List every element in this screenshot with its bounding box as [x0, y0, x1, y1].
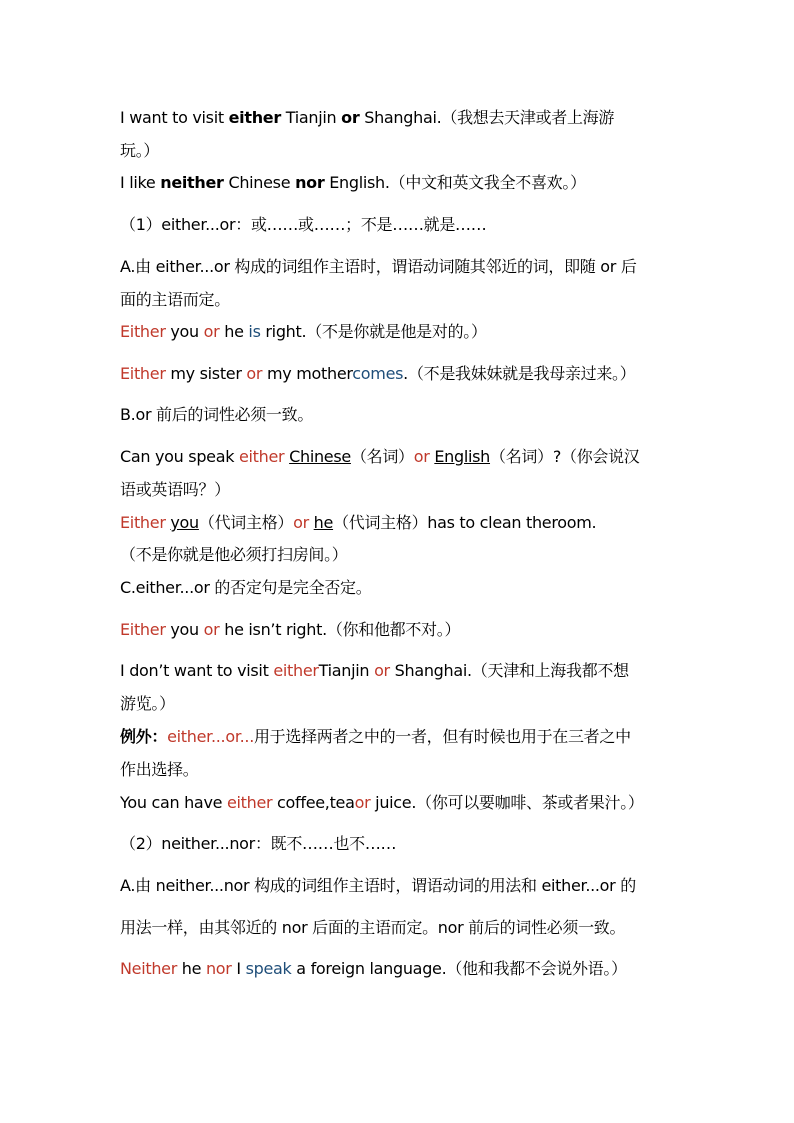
- keyword-either: Either: [120, 322, 166, 341]
- text: a foreign language.（他和我都不会说外语。）: [291, 959, 627, 978]
- keyword-or: or: [341, 108, 360, 127]
- text: you: [165, 620, 204, 639]
- example-speak-chinese-english-cont: [120, 480, 230, 500]
- keyword-either-or: either...or...: [167, 727, 254, 746]
- text: 玩。）: [120, 141, 160, 160]
- section-heading-either-or: [120, 215, 486, 235]
- example-neither-he-nor-i: [120, 959, 627, 979]
- text: A.由 neither...nor 构成的词组作主语时，谓语动词的用法和 either...or 的: [120, 876, 636, 895]
- example-either-sister-mother: [120, 364, 635, 384]
- text: you: [165, 322, 204, 341]
- rule-b-either-or: [120, 405, 313, 425]
- keyword-nor: nor: [205, 959, 232, 978]
- text: （1）either...or：或……或……；不是……就是……: [120, 215, 487, 234]
- verb-highlight: comes: [352, 364, 404, 383]
- example-dont-visit: [120, 661, 629, 681]
- text: （代词主格）has to clean theroom.: [333, 513, 597, 532]
- text: 作出选择。: [120, 760, 199, 779]
- rule-a-either-or-cont: [120, 290, 230, 310]
- keyword-or: or: [354, 793, 371, 812]
- keyword-either: Either: [120, 364, 166, 383]
- verb-highlight: is: [248, 322, 261, 341]
- text: I don’t want to visit: [120, 661, 274, 680]
- example-coffee-tea-juice: [120, 793, 644, 813]
- text: A.由 either...or 构成的词组作主语时，谓语动词随其邻近的词，即随 or 后: [120, 257, 637, 276]
- text: （代词主格）: [198, 513, 294, 532]
- example-dont-visit-cont: [120, 694, 175, 714]
- keyword-or: or: [246, 364, 263, 383]
- keyword-nor: nor: [295, 173, 325, 192]
- section-heading-neither-nor: [120, 834, 396, 854]
- example-neither-chinese: [120, 173, 586, 193]
- underlined-word: you: [170, 513, 199, 532]
- keyword-or: or: [293, 513, 309, 532]
- text: Tianjin: [318, 661, 375, 680]
- keyword-or: or: [203, 620, 220, 639]
- text: Shanghai.（天津和上海我都不想: [389, 661, 629, 680]
- text: Tianjin: [280, 108, 342, 127]
- example-either-you-he-clean-cont: [120, 545, 348, 565]
- text: I: [231, 959, 246, 978]
- exception-note-cont: [120, 760, 199, 780]
- keyword-either: Either: [120, 513, 166, 532]
- keyword-neither: Neither: [120, 959, 177, 978]
- underlined-word: he: [313, 513, 334, 532]
- example-either-you-he-clean: [120, 513, 596, 533]
- keyword-or: or: [413, 447, 430, 466]
- example-either-tianjin-cont: [120, 141, 159, 161]
- text: Can you speak: [120, 447, 239, 466]
- rule-a-neither-nor-cont: [120, 918, 625, 938]
- keyword-either: either: [273, 661, 319, 680]
- text: B.or 前后的词性必须一致。: [120, 405, 314, 424]
- text: （名词）: [350, 447, 414, 466]
- verb-highlight: speak: [245, 959, 292, 978]
- rule-a-either-or: [120, 257, 637, 277]
- underlined-word: English: [434, 447, 491, 466]
- text: I like: [120, 173, 161, 192]
- text: 面的主语而定。: [120, 290, 230, 309]
- exception-label: 例外：: [120, 727, 168, 746]
- text: Shanghai.（我想去天津或者上海游: [359, 108, 615, 127]
- text: 用于选择两者之中的一者，但有时候也用于在三者之中: [253, 727, 631, 746]
- example-speak-chinese-english: [120, 447, 640, 467]
- example-either-isnt-right: [120, 620, 460, 640]
- text: （不是你就是他必须打扫房间。）: [120, 545, 348, 564]
- text: my sister: [165, 364, 247, 383]
- exception-note: [120, 727, 631, 747]
- text: my mother: [262, 364, 353, 383]
- keyword-either: Either: [120, 620, 166, 639]
- keyword-either: either: [238, 447, 285, 466]
- text: .（不是我妹妹就是我母亲过来。）: [403, 364, 636, 383]
- text: coffee,tea: [272, 793, 355, 812]
- keyword-or: or: [374, 661, 390, 680]
- example-either-tianjin: [120, 108, 614, 128]
- text: he: [177, 959, 206, 978]
- text: right.（不是你就是他是对的。）: [260, 322, 487, 341]
- text: 语或英语吗？）: [120, 480, 230, 499]
- text: 用法一样，由其邻近的 nor 后面的主语而定。nor 前后的词性必须一致。: [120, 918, 626, 937]
- text: I want to visit: [120, 108, 229, 127]
- underlined-word: Chinese: [289, 447, 351, 466]
- keyword-either: either: [226, 793, 273, 812]
- example-either-you-he: [120, 322, 487, 342]
- keyword-either: either: [228, 108, 281, 127]
- text: C.either...or 的否定句是完全否定。: [120, 578, 372, 597]
- text: Chinese: [223, 173, 296, 192]
- rule-c-either-or: [120, 578, 371, 598]
- text: 游览。）: [120, 694, 175, 713]
- text: he: [219, 322, 249, 341]
- keyword-or: or: [203, 322, 220, 341]
- text: he isn’t right.（你和他都不对。）: [219, 620, 461, 639]
- rule-a-neither-nor: [120, 876, 636, 896]
- text: （名词）?（你会说汉: [490, 447, 640, 466]
- text: You can have: [120, 793, 227, 812]
- text: （2）neither...nor：既不……也不……: [120, 834, 397, 853]
- text: juice.（你可以要咖啡、茶或者果汁。）: [370, 793, 644, 812]
- text: English.（中文和英文我全不喜欢。）: [324, 173, 586, 192]
- keyword-neither: neither: [160, 173, 224, 192]
